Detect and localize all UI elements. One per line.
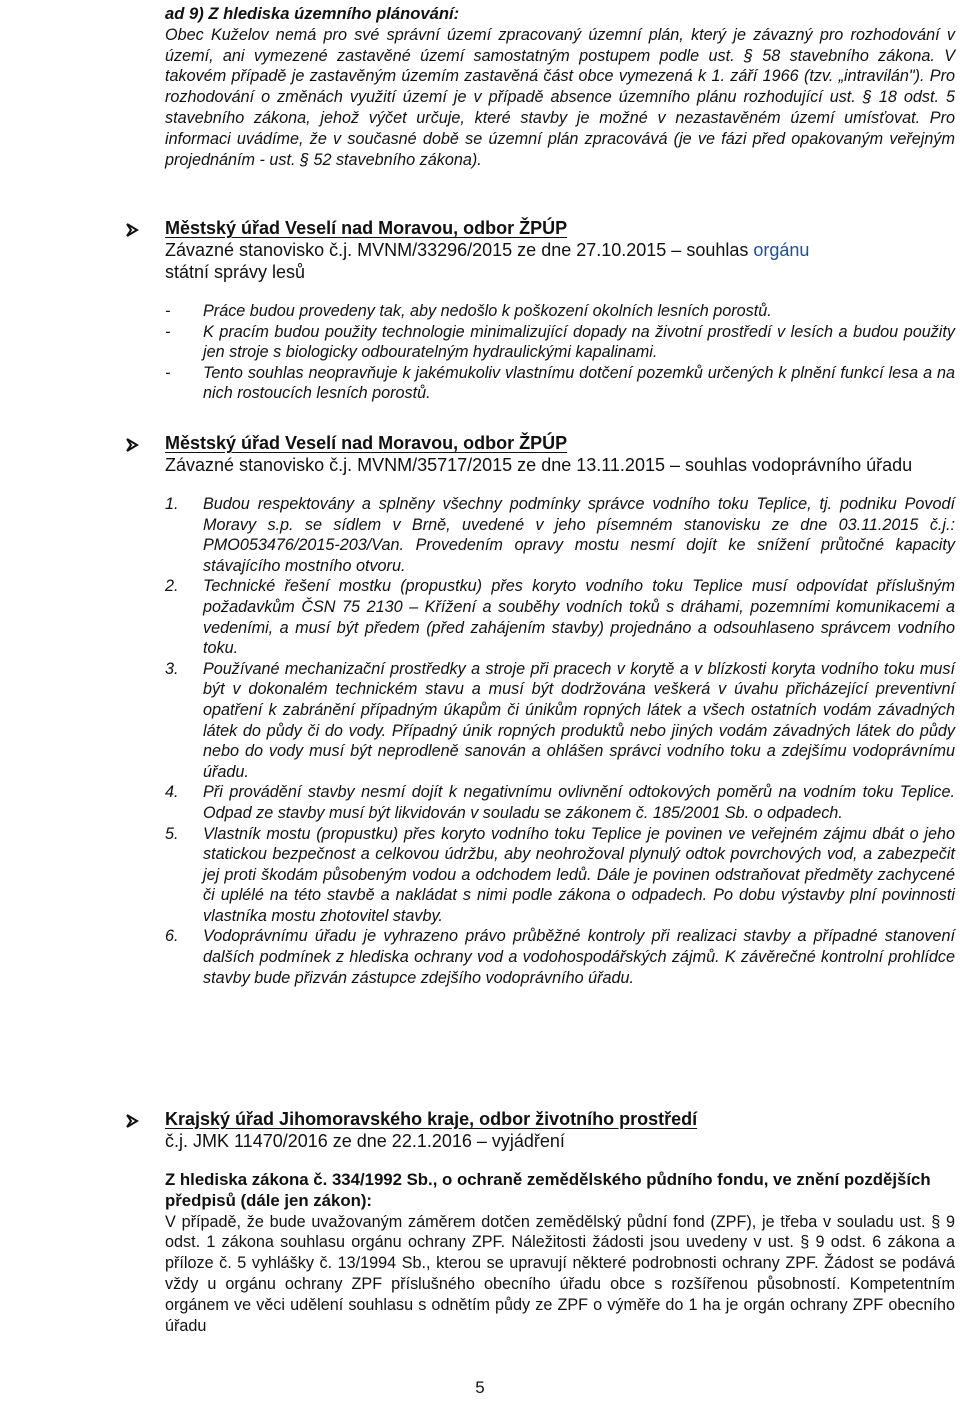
section-voda [125, 432, 955, 988]
list-item: - K pracím budou použity technologie minimalizující dopady na životní prostředí v lesích a budou použity jen stroje s biologicky odbouratelným hydraulickými kapalinami. [165, 322, 955, 362]
list-item: 6. Vodoprávnímu úřadu je vyhrazeno právo průběžné kontroly při realizaci stavby a případné stanovení dalších podmínek z hlediska ochrany vod a vodohospodářských zájmů. K závěrečné kontrolní prohlídce stavby bude přizván zástupce zdejšího vodoprávního úřadu. [165, 927, 955, 987]
zpf-paragraph: V případě, že bude uvažovaným záměrem dotčen zemědělský půdní fond (ZPF), je třeba v souladu ust. § 9 odst. 1 zákona souhlasu orgánu ochrany ZPF. Náležitosti žádosti jsou uvedeny v ust. § 9 odst. 6 zákona a příloze č. 5 vyhlášky č. 13/1994 Sb., kterou se upravují některé podrobnosti ochrany ZPF. Žádost se podává vždy u orgánu ochrany ZPF příslušného obecního úřadu obce s rozšířenou působností. Kompetentním orgánem ve věci udělení souhlasu s odnětím půdy ze ZPF o výměře do 1 ha je orgán ochrany ZPF obecního úřadu [165, 1212, 955, 1335]
authority-title: Krajský úřad Jihomoravského kraje, odbor životního prostředí [165, 1109, 698, 1129]
stanovisko-line [165, 239, 955, 283]
list-item: - Tento souhlas neopravňuje k jakémukoliv vlastnímu dotčení pozemků určených k plnění funkcí lesa a na nich rostoucích lesních porostů. [165, 363, 955, 403]
list-item: 1. Budou respektovány a splněny všechny podmínky správce vodního toku Teplice, tj. podniku Povodí Moravy s.p. se sídlem v Brně, uvedené v jeho písemném stanovisku ze dne 03.11.2015 č.j.: PMO053476/2015-203/Van. Provedením opravy mostu nesmí dojít ke snížení průtočné kapacity stávajícího mostního otvoru. [165, 495, 955, 575]
page-number: 5 [475, 1378, 485, 1397]
intro-heading: ad 9) Z hlediska územního plánování: [165, 4, 460, 23]
section-krajsky-urad [125, 1108, 955, 1336]
zpf-heading: Z hlediska zákona č. 334/1992 Sb., o ochraně zemědělského půdního fondu, ve znění pozdějších předpisů (dále jen zákon): [165, 1170, 931, 1210]
stanovisko-rest: státní správy lesů [165, 262, 306, 282]
list-item: 3. Používané mechanizační prostředky a stroje při pracech v korytě a v blízkosti koryta vodního toku musí být v dokonalém technickém stavu a musí být dodržována veškerá v úvahu přicházející preventivní opatření k zabránění případným úkapům či únikům ropných látek a všech ostatních vodám závadných látek do půdy či do vody. Případný únik ropných produktů nebo jiných vodám závadných látek do půdy nebo do vody musí být neprodleně sanován a ohlášen správci vodního toku a zdejšímu vodoprávnímu úřadu. [165, 659, 955, 781]
conditions-list [165, 494, 955, 988]
list-item: 2. Technické řešení mostku (propustku) přes koryto vodního toku Teplice musí odpovídat příslušným požadavkům ČSN 75 2130 – Křížení a souběhy vodních toků s dráhami, pozemními komunikacemi a vedeními, a musí být předem (před zahájením stavby) projednáno a odsouhlaseno správcem vodního toku. [165, 577, 955, 658]
authority-title: Městský úřad Veselí nad Moravou, odbor ŽPÚP [165, 433, 568, 453]
section-lesy [125, 217, 955, 404]
arrow-bullet-icon [125, 217, 155, 237]
intro-block [165, 4, 955, 170]
list-item: 4. Při provádění stavby nesmí dojít k negativnímu ovlivnění odtokových poměrů na vodním toku Teplice. Odpad ze stavby musí být likvidován v souladu se zákonem č. 185/2001 Sb. o odpadech. [165, 783, 955, 822]
stanovisko-line: Závazné stanovisko č.j. MVNM/35717/2015 ze dne 13.11.2015 – souhlas vodoprávního úřadu [165, 455, 913, 475]
stanovisko-line: č.j. JMK 11470/2016 ze dne 22.1.2016 – vyjádření [165, 1131, 565, 1151]
intro-paragraph: Obec Kuželov nemá pro své správní území zpracovaný územní plán, který je závazný pro rozhodování v území, ani vymezené zastavěné území samostatným postupem podle ust. § 58 stavebního zákona. V takovém případě je zastavěným územím zastavěná část obce vymezená k 1. září 1966 (tzv. „intravilán"). Pro rozhodování o změnách využití území je v případě absence územního plánu rozhodující ust. § 18 odst. 5 stavebního zákona, jehož výčet určuje, které stavby je možné v nezastavěném území umísťovat. Pro informaci uvádíme, že v současné době se územní plán zpracovává (je ve fázi před opakovaným veřejným projednáním - ust. § 52 stavebního zákona). [165, 25, 955, 169]
stanovisko-text: Závazné stanovisko č.j. MVNM/33296/2015 ze dne 27.10.2015 – souhlas [165, 240, 754, 260]
conditions-list [165, 301, 955, 404]
stanovisko-tail: orgánu [753, 240, 810, 260]
list-item: - Práce budou provedeny tak, aby nedošlo k poškození okolních lesních porostů. [165, 302, 772, 320]
list-item: 5. Vlastník mostu (propustku) přes koryto vodního toku Teplice je povinen ve veřejném zájmu dbát o jeho statickou bezpečnost a celkovou údržbu, aby neohrožoval plynulý odtok povrchových vod, a zabezpečit jej proti škodám působeným vodou a odchodem ledů. Dále je povinen odstraňovat předměty zachycené či uplélé na této stavbě a nakládat s nimi podle zákona o odpadech. Po dobu výstavby plní povinnosti vlastníka mostu zhotovitel stavby. [165, 824, 955, 925]
authority-title: Městský úřad Veselí nad Moravou, odbor ŽPÚP [165, 218, 568, 238]
arrow-bullet-icon [125, 432, 155, 452]
arrow-bullet-icon [125, 1108, 155, 1128]
